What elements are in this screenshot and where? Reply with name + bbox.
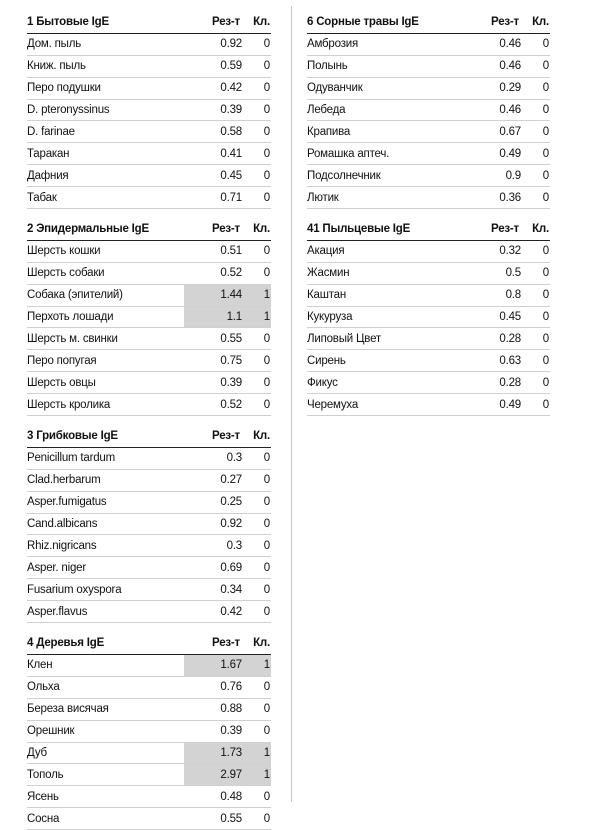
class-column-header: Кл. <box>253 637 270 650</box>
result-value: 0.42 <box>220 82 242 95</box>
table-row <box>307 350 550 372</box>
table-row <box>307 372 550 394</box>
result-column-header: Рез-т <box>212 430 240 443</box>
result-value: 0.88 <box>220 703 242 716</box>
allergen-name: Орешник <box>27 725 75 738</box>
table-row <box>27 655 271 677</box>
class-value: 0 <box>263 452 270 465</box>
result-value: 0.92 <box>220 518 242 531</box>
table-row <box>27 721 271 743</box>
allergen-panel <box>27 426 271 623</box>
table-row <box>307 285 550 307</box>
table-row <box>27 535 271 557</box>
class-value: 0 <box>542 104 549 116</box>
class-value: 0 <box>263 82 270 95</box>
table-row <box>27 100 271 122</box>
class-column-header: Кл. <box>253 223 270 236</box>
table-row <box>307 56 550 78</box>
allergen-name: Амброзия <box>307 38 359 51</box>
table-row <box>27 557 271 579</box>
class-value: 0 <box>263 38 270 51</box>
panel-header <box>27 12 271 34</box>
class-value: 0 <box>263 267 270 280</box>
class-value: 0 <box>263 812 270 825</box>
allergen-panel <box>307 219 550 416</box>
allergen-name: Шерсть кошки <box>27 245 101 258</box>
result-value: 0.39 <box>220 725 242 738</box>
result-value: 0.3 <box>226 452 242 465</box>
allergen-name: Собака (эпителий) <box>27 289 123 302</box>
result-value: 0.69 <box>220 561 242 574</box>
class-value: 1 <box>244 307 271 328</box>
result-value: 0.67 <box>499 125 521 138</box>
class-value: 0 <box>263 191 270 204</box>
allergen-name: Шерсть кролика <box>27 398 111 411</box>
allergen-name: Лютик <box>307 191 339 204</box>
allergen-name: Табак <box>27 191 57 204</box>
result-column-header: Рез-т <box>491 223 519 236</box>
column-divider <box>291 6 292 802</box>
class-value: 0 <box>542 354 549 367</box>
table-row <box>27 699 271 721</box>
left-column <box>27 12 271 830</box>
class-value: 0 <box>542 311 549 324</box>
allergen-name: Ромашка аптеч. <box>307 147 390 160</box>
class-value: 0 <box>263 790 270 803</box>
result-value: 0.75 <box>220 354 242 367</box>
class-value: 0 <box>263 398 270 411</box>
table-row <box>27 350 271 372</box>
result-column-header: Рез-т <box>212 223 240 236</box>
table-row <box>307 328 550 350</box>
result-value: 0.63 <box>499 354 521 367</box>
result-column-header: Рез-т <box>212 16 240 29</box>
class-value: 1 <box>244 764 271 785</box>
table-row <box>27 121 271 143</box>
allergen-name: D. pteronyssinus <box>27 104 110 116</box>
class-value: 0 <box>263 561 270 574</box>
table-row <box>27 78 271 100</box>
allergen-name: Asper.flavus <box>27 605 88 618</box>
result-value: 0.45 <box>220 169 242 182</box>
allergen-name: Сосна <box>27 812 60 825</box>
class-value: 0 <box>263 474 270 487</box>
allergen-panel <box>27 12 271 209</box>
result-value: 0.28 <box>499 332 521 345</box>
table-row <box>307 143 550 165</box>
allergen-name: Черемуха <box>307 398 359 411</box>
table-row <box>27 808 271 830</box>
class-value: 0 <box>263 376 270 389</box>
class-value: 0 <box>542 289 549 302</box>
allergen-name: Rhiz.nigricans <box>27 539 97 552</box>
table-row <box>307 121 550 143</box>
allergen-name: Акация <box>307 245 345 258</box>
table-row <box>27 307 271 329</box>
panel-title: 2 Эпидермальные IgE <box>27 223 149 236</box>
panel-header <box>307 219 550 241</box>
allergen-name: Перо попугая <box>27 354 97 367</box>
result-value: 0.46 <box>499 38 521 51</box>
result-value: 0.49 <box>499 147 521 160</box>
result-value: 0.32 <box>499 245 521 258</box>
allergen-name: Дафния <box>27 169 69 182</box>
allergen-name: Жасмин <box>307 267 350 280</box>
allergen-name: Penicillum tardum <box>27 452 115 465</box>
allergen-name: Fusarium oxyspora <box>27 583 122 596</box>
result-value: 0.71 <box>220 191 242 204</box>
table-row <box>27 786 271 808</box>
allergen-name: Фикус <box>307 376 338 389</box>
table-row <box>27 165 271 187</box>
table-row <box>307 100 550 122</box>
result-value: 0.9 <box>505 169 521 182</box>
result-column-header: Рез-т <box>491 16 519 29</box>
allergen-name: Asper.fumigatus <box>27 496 107 509</box>
allergen-name: Полынь <box>307 60 348 73</box>
allergen-name: Сирень <box>307 354 346 367</box>
allergen-name: Лебеда <box>307 104 346 116</box>
result-value: 0.5 <box>505 267 521 280</box>
result-value: 0.8 <box>505 289 521 302</box>
allergen-panel <box>27 219 271 416</box>
table-row <box>27 514 271 536</box>
class-column-header: Кл. <box>532 223 549 236</box>
class-value: 0 <box>542 60 549 73</box>
result-value: 0.52 <box>220 398 242 411</box>
allergen-name: Asper. niger <box>27 561 86 574</box>
panel-header <box>27 633 271 655</box>
result-value: 0.55 <box>220 812 242 825</box>
allergen-name: Каштан <box>307 289 347 302</box>
allergen-name: Clad.herbarum <box>27 474 101 487</box>
class-column-header: Кл. <box>253 16 270 29</box>
class-value: 0 <box>263 60 270 73</box>
result-value: 0.59 <box>220 60 242 73</box>
table-row <box>27 34 271 56</box>
allergen-name: Книж. пыль <box>27 60 86 73</box>
class-value: 0 <box>263 703 270 716</box>
table-row <box>27 372 271 394</box>
class-value: 0 <box>263 354 270 367</box>
class-value: 0 <box>263 725 270 738</box>
class-value: 0 <box>263 583 270 596</box>
allergen-name: Шерсть собаки <box>27 267 105 280</box>
table-row <box>27 743 271 765</box>
panel-title: 1 Бытовые IgE <box>27 16 109 29</box>
table-row <box>27 448 271 470</box>
result-value: 0.48 <box>220 790 242 803</box>
allergen-name: Крапива <box>307 125 351 138</box>
result-value: 0.52 <box>220 267 242 280</box>
result-value: 0.92 <box>220 38 242 51</box>
result-value: 0.27 <box>220 474 242 487</box>
class-value: 1 <box>244 655 271 676</box>
result-value: 0.58 <box>220 125 242 138</box>
panel-title: 4 Деревья IgE <box>27 637 105 650</box>
table-row <box>307 187 550 209</box>
class-value: 0 <box>263 518 270 531</box>
result-value: 0.42 <box>220 605 242 618</box>
result-value: 0.45 <box>499 311 521 324</box>
class-value: 0 <box>542 82 549 95</box>
result-value: 0.46 <box>499 104 521 116</box>
class-value: 0 <box>263 125 270 138</box>
panel-title: 41 Пыльцевые IgE <box>307 223 411 236</box>
table-row <box>307 165 550 187</box>
table-row <box>307 307 550 329</box>
class-value: 0 <box>542 332 549 345</box>
result-value: 0.46 <box>499 60 521 73</box>
class-column-header: Кл. <box>253 430 270 443</box>
table-row <box>27 263 271 285</box>
table-row <box>307 263 550 285</box>
class-value: 0 <box>263 605 270 618</box>
result-value: 0.34 <box>220 583 242 596</box>
class-value: 0 <box>263 539 270 552</box>
table-row <box>27 328 271 350</box>
result-value: 2.97 <box>184 764 244 785</box>
class-value: 0 <box>263 169 270 182</box>
class-value: 0 <box>542 267 549 280</box>
panel-header <box>27 219 271 241</box>
allergen-name: Подсолнечник <box>307 169 381 182</box>
result-value: 1.73 <box>184 743 244 764</box>
class-value: 0 <box>542 376 549 389</box>
result-value: 1.44 <box>184 285 244 306</box>
allergen-panel <box>27 633 271 830</box>
allergen-name: Липовый Цвет <box>307 332 381 345</box>
table-row <box>27 187 271 209</box>
result-value: 0.29 <box>499 82 521 95</box>
allergen-name: Cand.albicans <box>27 518 98 531</box>
panel-title: 3 Грибковые IgE <box>27 430 118 443</box>
allergen-panel <box>307 12 550 209</box>
table-row <box>27 285 271 307</box>
result-value: 0.49 <box>499 398 521 411</box>
allergen-name: Перхоть лошади <box>27 311 114 324</box>
class-value: 1 <box>244 285 271 306</box>
allergen-name: Клен <box>27 659 53 672</box>
table-row <box>27 492 271 514</box>
table-row <box>27 394 271 416</box>
class-value: 0 <box>263 496 270 509</box>
result-value: 0.39 <box>220 104 242 116</box>
result-value: 0.28 <box>499 376 521 389</box>
allergen-name: Одуванчик <box>307 82 363 95</box>
table-row <box>27 579 271 601</box>
class-value: 0 <box>263 245 270 258</box>
table-row <box>27 56 271 78</box>
result-column-header: Рез-т <box>212 637 240 650</box>
result-value: 0.39 <box>220 376 242 389</box>
allergen-name: D. farinae <box>27 125 75 138</box>
result-value: 0.36 <box>499 191 521 204</box>
table-row <box>307 394 550 416</box>
class-value: 0 <box>542 245 549 258</box>
result-value: 0.41 <box>220 147 242 160</box>
allergen-name: Ясень <box>27 790 59 803</box>
allergen-name: Перо подушки <box>27 82 101 95</box>
class-value: 0 <box>263 332 270 345</box>
allergen-name: Кукуруза <box>307 311 353 324</box>
class-value: 0 <box>542 125 549 138</box>
result-value: 0.25 <box>220 496 242 509</box>
class-value: 0 <box>542 191 549 204</box>
class-value: 0 <box>542 398 549 411</box>
table-row <box>27 241 271 263</box>
class-value: 0 <box>542 147 549 160</box>
panel-header <box>307 12 550 34</box>
right-column <box>307 12 550 416</box>
class-value: 0 <box>263 681 270 694</box>
allergen-name: Шерсть овцы <box>27 376 96 389</box>
result-value: 0.3 <box>226 539 242 552</box>
result-value: 1.67 <box>184 655 244 676</box>
table-row <box>27 143 271 165</box>
allergen-name: Дуб <box>27 746 47 759</box>
table-row <box>27 601 271 623</box>
panel-header <box>27 426 271 448</box>
class-value: 0 <box>542 38 549 51</box>
class-column-header: Кл. <box>532 16 549 29</box>
class-value: 0 <box>263 104 270 116</box>
table-row <box>27 677 271 699</box>
table-row <box>307 78 550 100</box>
class-value: 0 <box>263 147 270 160</box>
allergen-name: Береза висячая <box>27 703 109 716</box>
class-value: 0 <box>542 169 549 182</box>
table-row <box>27 470 271 492</box>
result-value: 0.76 <box>220 681 242 694</box>
allergen-name: Шерсть м. свинки <box>27 332 118 345</box>
result-value: 1.1 <box>184 307 244 328</box>
table-row <box>27 764 271 786</box>
result-value: 0.51 <box>220 245 242 258</box>
panel-title: 6 Сорные травы IgE <box>307 16 419 29</box>
class-value: 1 <box>244 743 271 764</box>
result-value: 0.55 <box>220 332 242 345</box>
table-row <box>307 241 550 263</box>
table-row <box>307 34 550 56</box>
allergen-name: Дом. пыль <box>27 38 82 51</box>
allergen-name: Ольха <box>27 681 60 694</box>
allergen-name: Таракан <box>27 147 70 160</box>
allergen-name: Тополь <box>27 768 64 781</box>
